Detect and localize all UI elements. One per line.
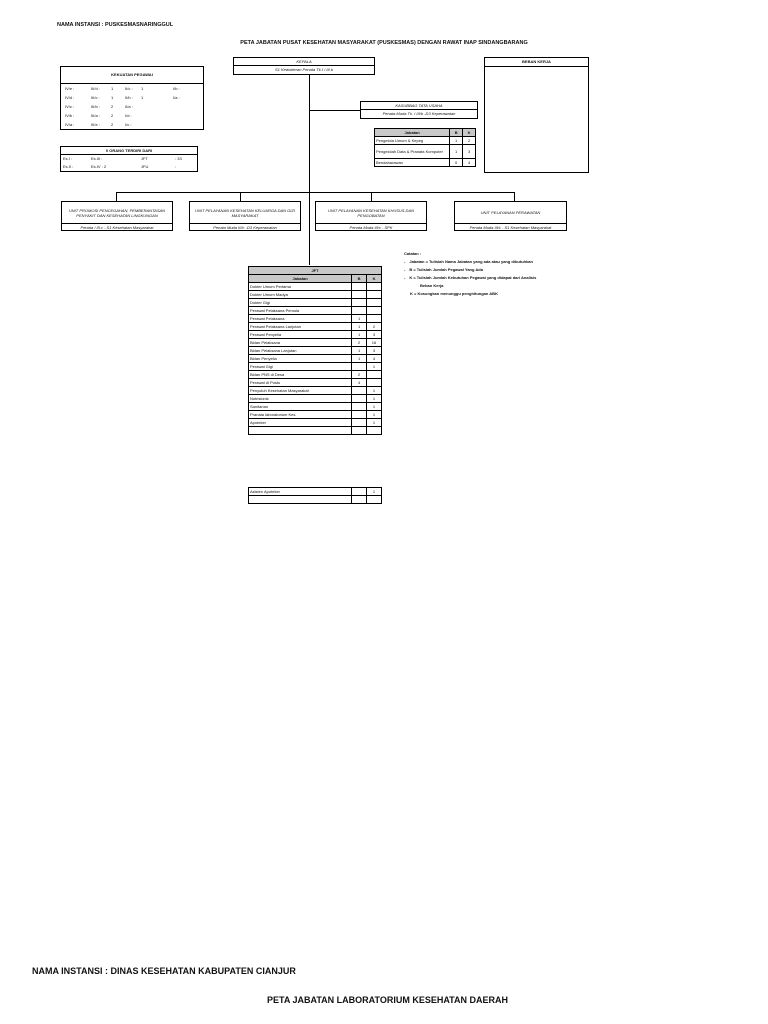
tu-cell: 3 [463, 145, 476, 159]
footer-instansi: NAMA INSTANSI : DINAS KESEHATAN KABUPATEN CIANJUR [32, 966, 296, 976]
jft-cell: 1 [367, 387, 382, 395]
jft-cell: 1 [367, 411, 382, 419]
jft-row [249, 411, 382, 419]
unit-title: UNIT PELAYANAN PERAWATAN [455, 202, 566, 224]
jft-row [249, 363, 382, 371]
tu-header-jabatan: Jabatan [375, 129, 450, 137]
jft-cell: Sanitarian [249, 403, 352, 411]
kekuatan-cell: II/c : [125, 86, 133, 91]
terdiri-cell: : [175, 164, 177, 169]
jft-cell: Perawat Pelaksana Lanjutan [249, 323, 352, 331]
terdiri-box [60, 146, 198, 172]
jft-cell [367, 379, 382, 387]
tu-table [374, 128, 476, 167]
jft-cell [352, 403, 367, 411]
unit-sub: Penata Muda III/c -D3 Keperawatan [213, 225, 277, 230]
jft-cell [249, 427, 352, 435]
jft-row [249, 403, 382, 411]
terdiri-cell: JFT [141, 156, 148, 161]
catatan-item: K = Tulislah Jumlah Kebutuhan Pegawai yang didapat dari Analisis [409, 275, 537, 280]
tu-body [375, 137, 476, 167]
jft-cell [352, 395, 367, 403]
kekuatan-cell: III/c : [91, 95, 100, 100]
kepala-box [233, 57, 375, 75]
kekuatan-cell: I/b : [173, 86, 180, 91]
jft-cell: 3 [367, 347, 382, 355]
terdiri-cell: JFU [141, 164, 149, 169]
jft-cell: 4 [367, 355, 382, 363]
bullet: - [404, 275, 406, 280]
kekuatan-row [61, 93, 203, 102]
jft-row [249, 331, 382, 339]
unit-box [61, 201, 173, 231]
kekuatan-cell: III/a : [91, 113, 100, 118]
page-title: PETA JABATAN PUSAT KESEHATAN MASYARAKAT (PUSKESMAS) DENGAN RAWAT INAP SINDANGBARANG [240, 40, 528, 46]
kekuatan-cell: 2 [111, 104, 114, 109]
catatan-item: Beban Kerja [420, 283, 444, 288]
kekuatan-title: KEKUATAN PEGAWAI [61, 67, 203, 84]
jft-cell: Bidan Pelaksana [249, 339, 352, 347]
unit-title: UNIT PELAYANAN KESEHATAN KHUSUS DAN PENGOBATAN [316, 202, 426, 224]
kekuatan-cell: IV/a : [65, 122, 75, 127]
jft-row [249, 379, 382, 387]
jft-cell: Perawat Penyelia [249, 331, 352, 339]
catatan-title: Catatan : [404, 251, 422, 256]
instansi-label: NAMA INSTANSI : PUSKESMASNARINGGUL [57, 22, 174, 28]
jft-cell [367, 291, 382, 299]
catatan-row [404, 259, 584, 264]
kekuatan-cell: III/d : [91, 86, 100, 91]
tu-header-b: B [450, 129, 463, 137]
footer-title: PETA JABATAN LABORATORIUM KESEHATAN DAERAH [267, 995, 508, 1005]
jft-cell [352, 387, 367, 395]
jft2-body [249, 488, 382, 504]
jft-cell: Perawat Pelaksana [249, 315, 352, 323]
terdiri-row [61, 155, 197, 163]
kekuatan-row [61, 120, 203, 129]
jft-cell [352, 363, 367, 371]
jft-header-b: B [352, 275, 367, 283]
tu-cell: Pengelolah Data & Pranata Komputer [375, 145, 450, 159]
unit-title: UNIT PROMOSI PENCEGAHAN, PEMBERANTASAN PENYAKIT DAN KESEHATAN LINGKUNGAN [62, 202, 172, 224]
jft2-row [249, 496, 382, 504]
jft-header-k: K [367, 275, 382, 283]
unit-sub: Penata Muda III/c - SPK [349, 225, 393, 230]
jft-title: JFT [249, 267, 382, 275]
jft-cell: Dokter Umum Madya [249, 291, 352, 299]
connector-unit-2 [240, 192, 241, 201]
connector-horizontal-units [116, 192, 515, 193]
jft-cell: Pranata laboratorium Kes. [249, 411, 352, 419]
jft-body [249, 283, 382, 435]
kekuatan-cell: 1 [111, 95, 114, 100]
jft-table [248, 266, 382, 435]
kekuatan-row [61, 111, 203, 120]
bullet: - [404, 259, 406, 264]
kekuatan-cell: I/a : [173, 95, 180, 100]
jft-cell: Bidan PNS di Desa [249, 371, 352, 379]
jft2-cell: Asisten Apoteker [249, 488, 352, 496]
catatan-item: Jabatan = Tulislah Nama Jabatan yang ada atau yang dibutuhkan [409, 259, 533, 264]
catatan-row [404, 267, 584, 272]
kekuatan-cell: III/b : [91, 104, 100, 109]
jft-cell [352, 283, 367, 291]
terdiri-rows [61, 155, 197, 171]
jft-cell: 1 [367, 395, 382, 403]
jft-cell [352, 419, 367, 427]
connector-tu [309, 110, 360, 111]
tu-header-k: K [463, 129, 476, 137]
jft-cell: 16 [367, 339, 382, 347]
kekuatan-cell: 2 [111, 113, 114, 118]
jft-cell: Bidan Penyelia [249, 355, 352, 363]
jft-cell: 3 [367, 331, 382, 339]
tu-cell: Pengelola Umum & Kepeg [375, 137, 450, 145]
tu-row [375, 159, 476, 167]
jft-row [249, 355, 382, 363]
tata-usaha-sub: Penata Muda Tk. I III/b -D3 Keperawatan [382, 111, 456, 116]
jft-row [249, 307, 382, 315]
jft-cell: Apoteker [249, 419, 352, 427]
jft-cell [352, 299, 367, 307]
unit-box [315, 201, 427, 231]
jft-cell: 1 [367, 403, 382, 411]
terdiri-cell: Es.IV : 2 [91, 164, 107, 169]
connector-vertical-main [309, 75, 310, 265]
tu-cell: 1 [450, 137, 463, 145]
kepala-sub: S1 Kedokteran Penata Tk.I / III.b [274, 67, 334, 72]
catatan-row [404, 275, 584, 280]
unit-box [189, 201, 301, 231]
jft-cell [367, 307, 382, 315]
unit-sub: Penata Muda III/c - S1 Kesehatan Masyarakat [469, 225, 552, 230]
jft-cell: 2 [352, 371, 367, 379]
kekuatan-cell: IV/d : [65, 95, 75, 100]
jft-row [249, 387, 382, 395]
jft-cell: Bidan Pelaksana Lanjutan [249, 347, 352, 355]
jft-row [249, 395, 382, 403]
terdiri-cell: : 33 [175, 156, 182, 161]
jft-cell [352, 427, 367, 435]
jft2-row [249, 488, 382, 496]
jft-cell [352, 307, 367, 315]
jft-cell: 1 [367, 363, 382, 371]
jft-row [249, 427, 382, 435]
tu-cell: 0 [450, 159, 463, 167]
jft-row [249, 419, 382, 427]
kekuatan-pegawai-box [60, 66, 204, 130]
connector-unit-1 [116, 192, 117, 201]
kekuatan-cell: 1 [141, 86, 144, 91]
jft-cell: Nutrisionis [249, 395, 352, 403]
jft-cell [352, 411, 367, 419]
jft-cell: Dokter Gigi [249, 299, 352, 307]
jft-row [249, 315, 382, 323]
jft-cell: Penyuluh Kesehatan Masyarakat [249, 387, 352, 395]
jft-row [249, 339, 382, 347]
kekuatan-cell: II/a : [125, 104, 133, 109]
catatan [404, 251, 584, 296]
jft-cell: Perawat Gigi [249, 363, 352, 371]
jft-cell: 1 [352, 323, 367, 331]
jft-cell: 2 [352, 339, 367, 347]
jft-cell: 1 [367, 419, 382, 427]
jft-cell: 1 [352, 331, 367, 339]
kekuatan-cell: IV/e : [65, 86, 75, 91]
tu-row [375, 137, 476, 145]
catatan-items [404, 259, 584, 296]
tu-cell: 4 [463, 159, 476, 167]
jft-cell: 1 [352, 347, 367, 355]
jft2-cell [352, 496, 367, 504]
jft-cell: 4 [352, 379, 367, 387]
jft-header-jabatan: Jabatan [249, 275, 352, 283]
jft2-cell [352, 488, 367, 496]
jft-row [249, 323, 382, 331]
jft2-cell: 1 [367, 488, 382, 496]
jft-row [249, 371, 382, 379]
jft-row [249, 347, 382, 355]
jft-cell [367, 371, 382, 379]
tu-cell: 2 [463, 137, 476, 145]
jft-cell: Perawat Pelaksana Pemula [249, 307, 352, 315]
kekuatan-row [61, 84, 203, 93]
jft-cell: 1 [352, 355, 367, 363]
jft2-cell [249, 496, 352, 504]
kekuatan-cell: II/b : [125, 95, 133, 100]
jft2-table [248, 487, 382, 504]
jft-cell: 1 [352, 315, 367, 323]
catatan-item: K = Kosongkan menunggu penghitungan ABK [410, 291, 498, 296]
tu-row [375, 145, 476, 159]
catatan-item: B = Tulislah Jumlah Pegawai Yang Ada [409, 267, 483, 272]
terdiri-cell: Es.III : [91, 156, 103, 161]
jft-cell: 2 [367, 323, 382, 331]
kepala-title: KEPALA [234, 58, 374, 66]
kekuatan-cell: IV/c : [65, 104, 75, 109]
connector-unit-3 [371, 192, 372, 201]
jft2-cell [367, 496, 382, 504]
jft-row [249, 291, 382, 299]
terdiri-cell: Es.I : [63, 156, 73, 161]
jft-cell [367, 427, 382, 435]
kekuatan-rows [61, 84, 203, 129]
tata-usaha-box [360, 101, 478, 119]
unit-box [454, 201, 567, 231]
tata-usaha-title: KASUBBAG TATA USAHA [361, 102, 477, 110]
unit-sub: Penata / III.c - S1 Kesehatan Masyarakat [80, 225, 154, 230]
beban-kerja-box [484, 57, 589, 173]
unit-title: UNIT PELAYANAN KESEHATAN KELUARGA DAN GIZI MASYARAKAT [190, 202, 300, 224]
kekuatan-cell: I/c : [125, 122, 132, 127]
jft-row [249, 299, 382, 307]
jft-cell: Dokter Umum Pertama [249, 283, 352, 291]
jft-cell: Perawat di Pustu [249, 379, 352, 387]
kekuatan-cell: III/e : [91, 122, 100, 127]
jft-cell [367, 315, 382, 323]
kekuatan-cell: 2 [111, 122, 114, 127]
jft-cell [367, 299, 382, 307]
jft-cell [352, 291, 367, 299]
kekuatan-row [61, 102, 203, 111]
bullet: - [404, 267, 406, 272]
kekuatan-cell: IV/b : [65, 113, 75, 118]
beban-kerja-title: BEBAN KERJA [485, 58, 588, 67]
tu-cell: Bendaharawan [375, 159, 450, 167]
connector-unit-4 [514, 192, 515, 201]
terdiri-cell: Es.II : [63, 164, 74, 169]
jft-row [249, 283, 382, 291]
jft-cell [367, 283, 382, 291]
kekuatan-cell: 1 [111, 86, 114, 91]
terdiri-row [61, 163, 197, 171]
terdiri-title: 0 ORANG TERDIRI DARI [61, 147, 197, 155]
tu-cell: 1 [450, 145, 463, 159]
kekuatan-cell: 1 [141, 95, 144, 100]
kekuatan-cell: I/d : [125, 113, 132, 118]
